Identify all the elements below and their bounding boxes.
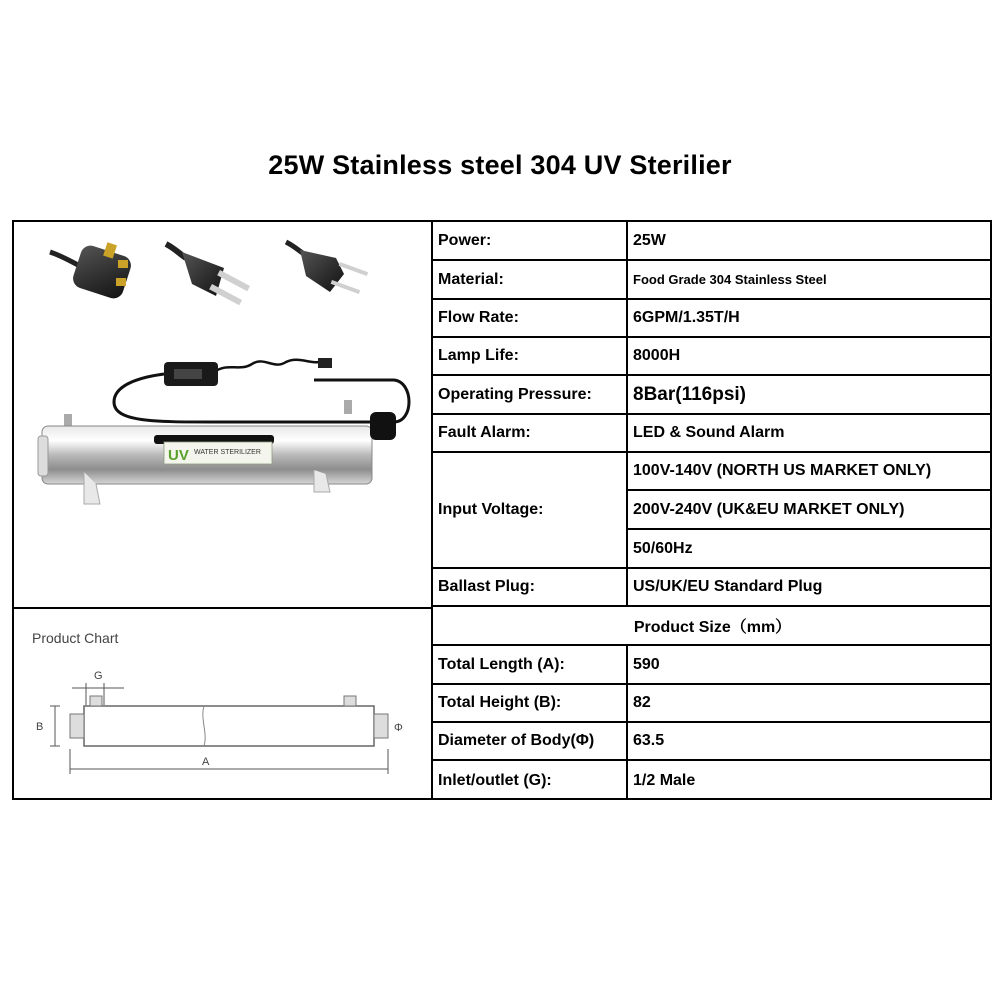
size-value: 82 [633,694,651,711]
us-plug-icon [166,244,250,305]
spec-label: Ballast Plug: [433,569,628,605]
eu-plug-icon [286,242,368,294]
spec-row-fault-alarm [433,415,992,453]
spec-value: 6GPM/1.35T/H [633,309,740,326]
product-chart-heading: Product Chart [32,630,119,646]
size-value: 1/2 Male [633,771,696,789]
spec-value: 25W [633,231,666,249]
spec-row-operating-pressure [433,376,992,415]
spec-row-ballast-plug [433,569,992,607]
page-title: 25W Stainless steel 304 UV Sterilier [268,150,732,180]
spec-value: 8Bar(116psi) [633,383,747,405]
size-label: Diameter of Body(Φ) [433,723,628,759]
spec-row-power [433,222,992,261]
product-chart-diagram [14,609,431,800]
product-size-heading: Product Size（mm） [633,619,792,636]
dim-b-label: B [36,721,44,733]
spec-row-material [433,261,992,300]
spec-value: 8000H [633,347,681,364]
spec-row-flow-rate [433,300,992,338]
spec-value: Food Grade 304 Stainless Steel [633,272,827,287]
spec-sheet [12,220,992,800]
size-label: Total Height (B): [433,685,628,721]
spec-value: US/UK/EU Standard Plug [633,578,823,595]
spec-value: 200V-240V (UK&EU MARKET ONLY) [633,500,905,518]
dim-g-label: G [94,670,103,682]
size-value: 63.5 [633,732,665,749]
size-label: Total Length (A): [433,646,628,683]
spec-label: Fault Alarm: [433,415,628,451]
size-value: 590 [633,655,660,673]
spec-label: Flow Rate: [433,300,628,336]
spec-label: Lamp Life: [433,338,628,374]
spec-table [433,222,992,800]
uv-sterilizer-icon [38,400,396,504]
product-size-heading-row [433,607,992,646]
size-label: Inlet/outlet (G): [433,761,628,800]
size-row-length [433,646,992,685]
size-row-inlet-outlet [433,761,992,800]
product-chart-panel [14,607,433,800]
product-photo [14,222,431,605]
spec-value: 50/60Hz [633,539,693,557]
spec-label: Operating Pressure: [433,376,628,413]
spec-row-input-voltage [433,453,992,569]
spec-value: 100V-140V (NORTH US MARKET ONLY) [633,462,932,479]
spec-value: LED & Sound Alarm [633,424,785,441]
spec-row-lamp-life [433,338,992,376]
size-row-diameter [433,723,992,761]
spec-label: Input Voltage: [433,453,628,567]
uv-label-big: UV [168,447,189,464]
uk-plug-icon [50,242,134,301]
size-row-height [433,685,992,723]
uv-label-text: WATER STERILIZER [194,449,261,456]
ballast-icon [114,358,409,422]
spec-label: Power: [433,222,628,259]
spec-label: Material: [433,261,628,298]
dim-phi-label: Φ [394,722,403,734]
product-photo-panel [14,222,433,607]
dim-a-label: A [202,756,210,768]
